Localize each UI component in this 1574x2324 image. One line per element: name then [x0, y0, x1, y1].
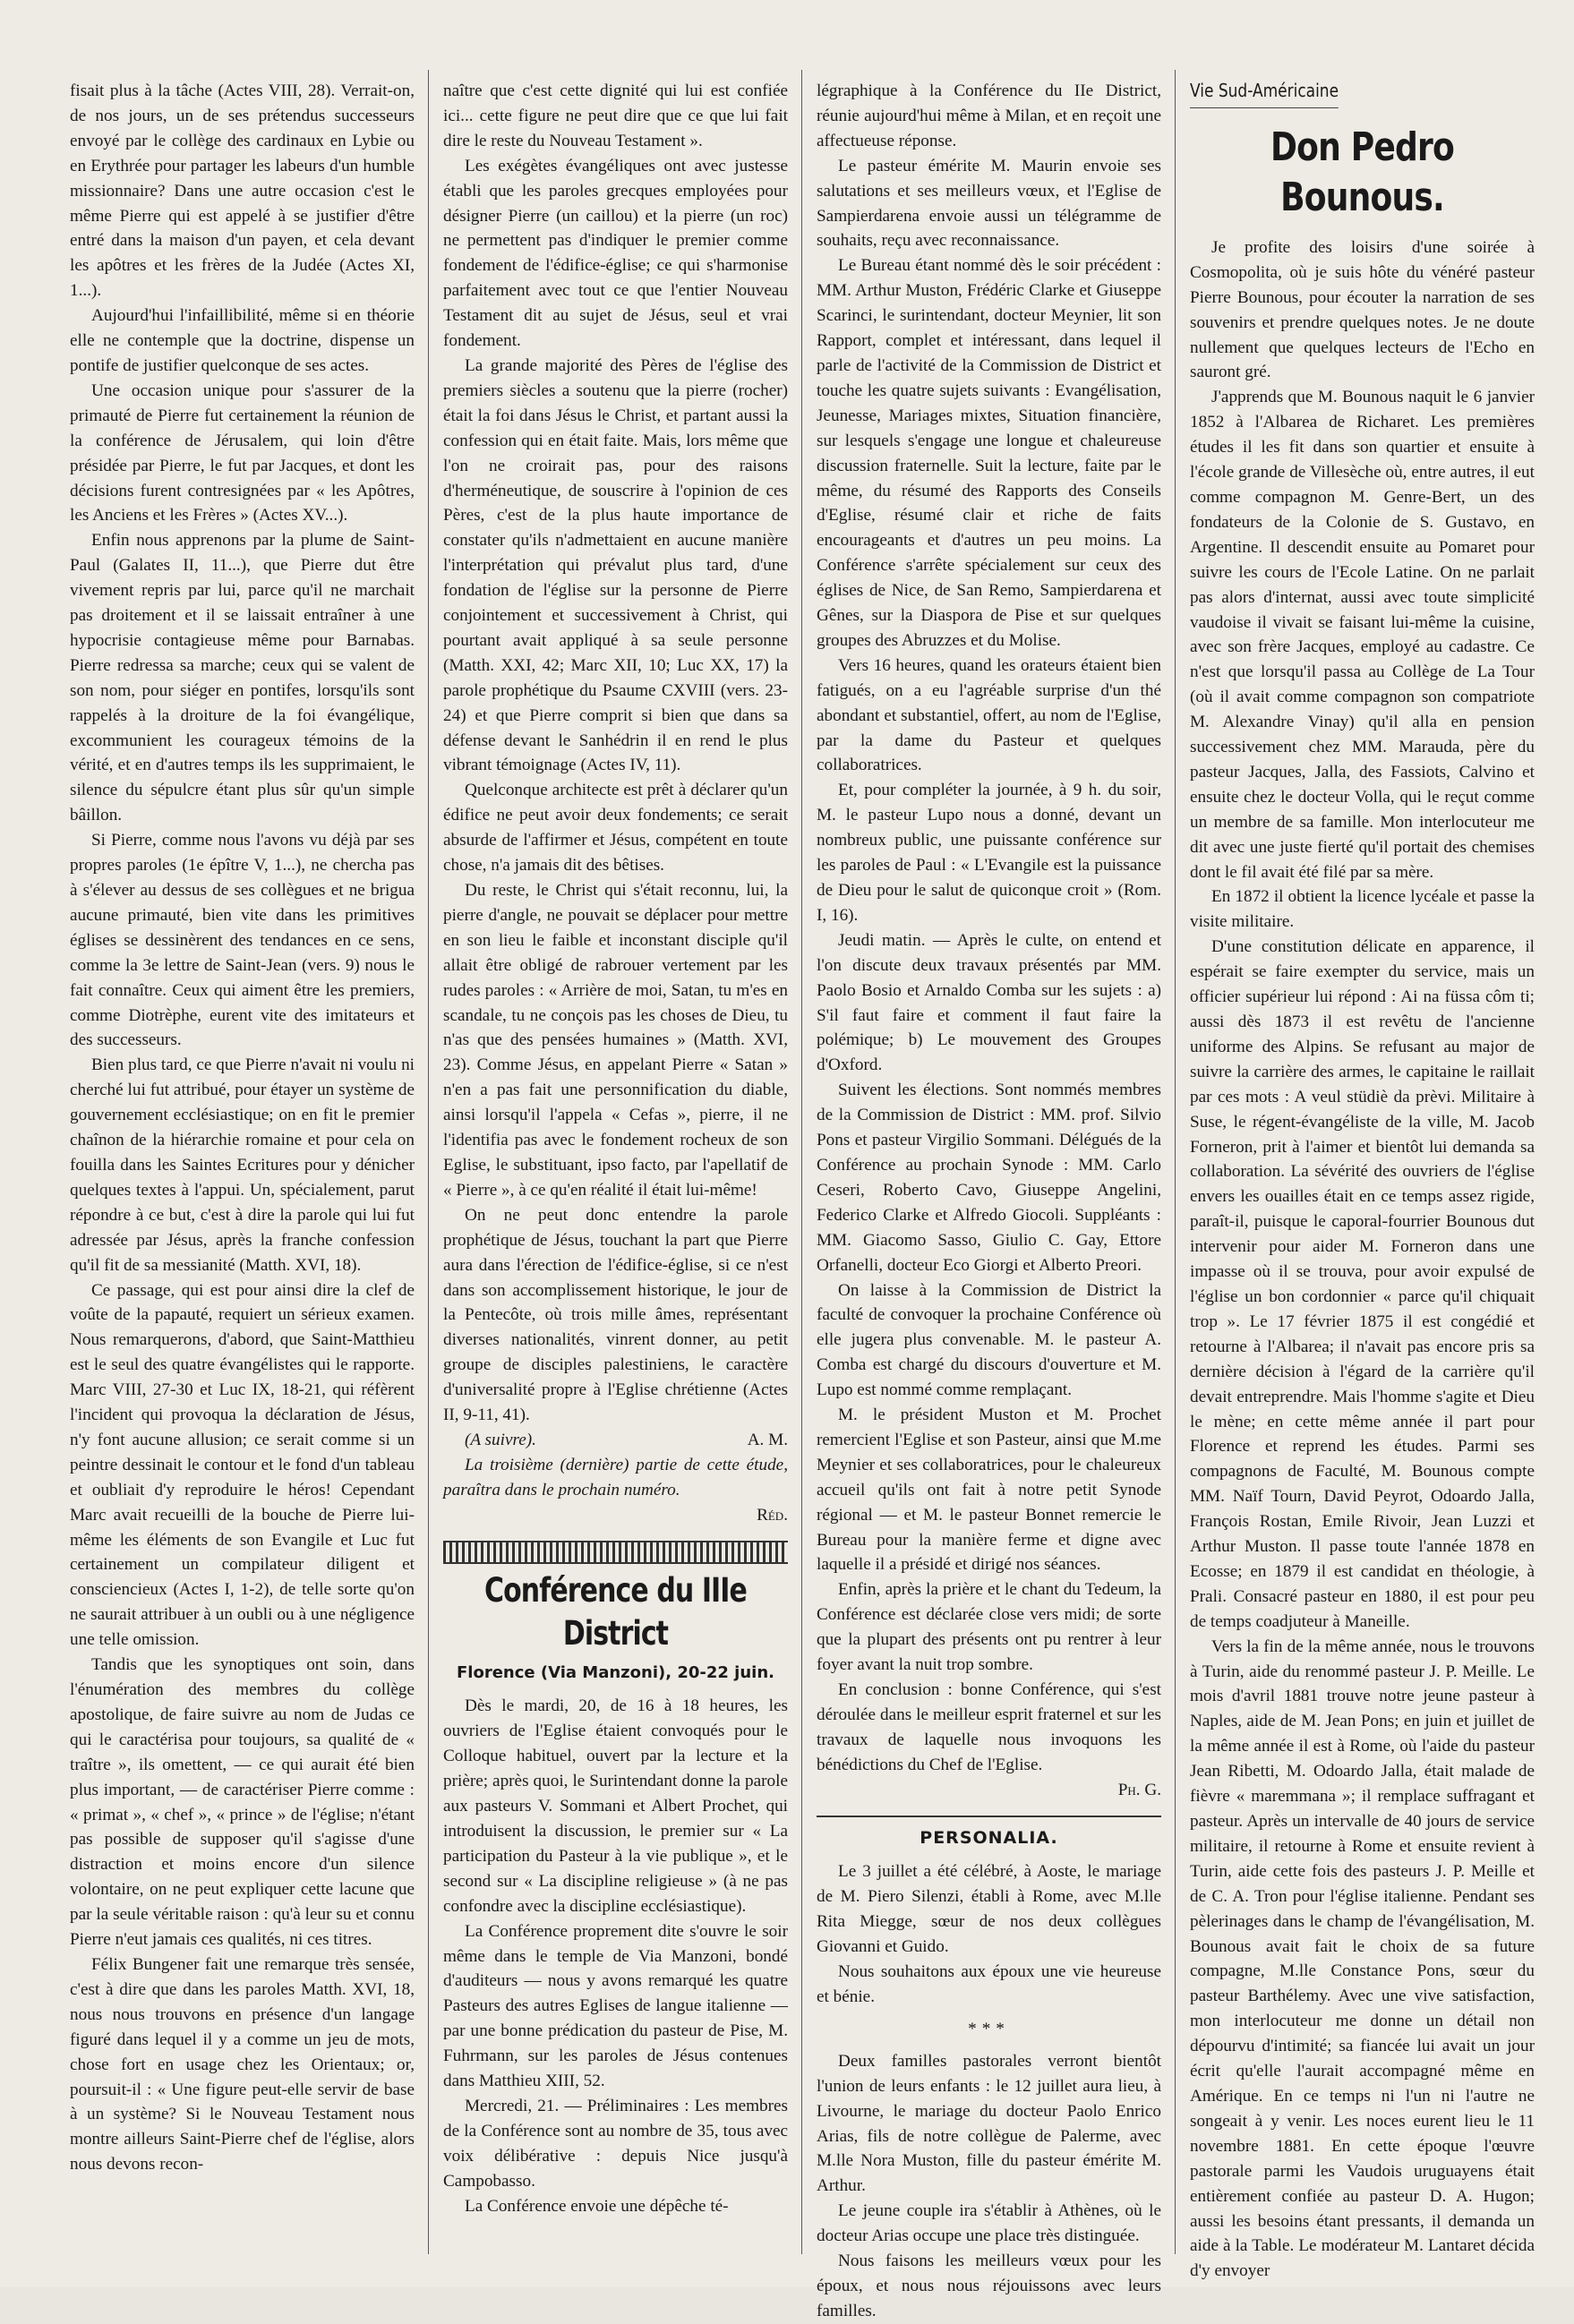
- conference-subhead: Florence (Via Manzoni), 20-22 juin.: [457, 1662, 774, 1682]
- editor-note-signature: Réd.: [757, 1505, 788, 1525]
- column-rule: [428, 70, 429, 2254]
- paragraph: Vers 16 heures, quand les orateurs étaient bien fatigués, on a eu l'agréable surprise d'un thé abondant et substantiel, offert, au nom de l'Eglise, par la dame du Pasteur et quelques collaboratrices.: [817, 655, 1161, 775]
- article-title: Don Pedro Bounous.: [1270, 124, 1454, 220]
- paragraph: Nous souhaitons aux époux une vie heureuse et bénie.: [817, 1962, 1161, 2006]
- paragraph: D'une constitution délicate en apparence, il espérait se faire exempter du service, mais un officier supérieur lui répond : Ai na füssa côm ti; aussi dès 1873 il est revêtu de l'ancienne uniforme des Alpins. Se refusant au major de suivre la carrière des armes, le capitaine le raillait par ces mots : A veul stüdiè da prèvi. Militaire à Suse, le régent-évangéliste de la ville, M. Jacob Forneron, prit à l'aimer et bientôt lui demanda sa collaboration. La sévérité des ouvriers de l'église envers les ouailles était en ce temps assez rigide, paraît-il, puisque le caporal-fourrier Bounous dut intervenir pour aider M. Forneron dans une impasse où il se trouva, pour avoir expulsé de l'église un bon cordonnier « parce qu'il chiquait trop ». Le 17 février 1875 il est congédié et retourne à l'Albarea; il n'avait pas encore pris sa dernière décision à l'égard de la carrière qu'il devait entreprendre. Mais l'homme s'agite et Dieu le mène; en cette même année il part pour Florence et reprend les études. Parmi ses compagnons de Faculté, M. Bounous compte MM. Naïf Tourn, David Peyrot, Odoardo Jalla, François Rostan, Emile Rivoir, Jean Luzzi et Arthur Muston. Il passe toute l'année 1878 en Ecosse; en 1879 il est candidat en théologie, à Prali. Consacré pasteur en 1880, il est pour peu de temps coadjuteur à Maneille.: [1190, 937, 1535, 1631]
- paragraph: Une occasion unique pour s'assurer de la primauté de Pierre fut certainement la réunion de la conférence de Jérusalem, qui loin d'être présidée par Pierre, le fut par Jacques, et dont les décisions furent contresignées par « les Apôtres, les Anciens et les Frères » (Actes XV...).: [70, 380, 415, 525]
- paragraph: Le pasteur émérite M. Maurin envoie ses salutations et ses meilleurs vœux, et l'Eglise de Sampierdarena envoie aussi un télégramme de souhaits, reçu avec reconnaissance.: [817, 156, 1161, 251]
- to-be-continued: (A suivre).: [465, 1430, 536, 1449]
- paragraph: fisait plus à la tâche (Actes VIII, 28). Verrait-on, de nos jours, un de ses prétendus successeurs envoyé par le collège des cardinaux en Lybie ou en Erythrée pour partager les labeurs d'un humble missionnaire? Dans une autre occasion c'est le même Pierre qui est appelé à se justifier d'être entré dans la maison d'un payen, et cela devant les apôtres et les frères de la Judée (Actes XI, 1...).: [70, 81, 415, 301]
- paragraph: On laisse à la Commission de District la faculté de convoquer la prochaine Conférence où elle jugera plus convenable. M. le pasteur A. Comba est chargé du discours d'ouverture et M. Lupo est nommé comme remplaçant.: [817, 1280, 1161, 1400]
- paragraph: Bien plus tard, ce que Pierre n'avait ni voulu ni cherché lui fut attribué, pour étayer un système de gouvernement ecclésiastique; on en fit le premier chaînon de la hiérarchie romaine et pour cela on fouilla dans les Saintes Ecritures pour y dénicher quelques textes à l'appui. Un, spécialement, parut répondre à ce but, c'est à dire la parole qui lui fut adressée par Jésus, après la franche confession qu'il fit de sa messianité (Matth. XVI, 18).: [70, 1055, 415, 1275]
- article-footer: [443, 1428, 788, 1453]
- paragraph: Suivent les élections. Sont nommés membres de la Commission de District : MM. prof. Silvio Pons et pasteur Virgilio Sommani. Délégués de la Conférence au prochain Synode : MM. Carlo Ceseri, Roberto Cavo, Giuseppe Angelini, Federico Clarke et Alfredo Giocoli. Suppléants : MM. Giacomo Sasso, Giulio C. Gay, Ettore Orfanelli, docteur Eco Giorgi et Alberto Preori.: [817, 1081, 1161, 1275]
- column-rule: [801, 70, 802, 2254]
- paragraph: légraphique à la Conférence du IIe District, réunie aujourd'hui même à Milan, et en reçoit une affectueuse réponse.: [817, 81, 1161, 150]
- paragraph: Nous faisons les meilleurs vœux pour les époux, et nous nous réjouissons avec leurs familles.: [817, 2251, 1161, 2320]
- paragraph: En 1872 il obtient la licence lycéale et passe la visite militaire.: [1190, 887, 1535, 932]
- paragraph: Félix Bungener fait une remarque très sensée, c'est à dire que dans les paroles Matth. XVI, 18, nous nous trouvons en présence d'un langage figuré dans lequel il y a comme un jeu de mots, chose fort en usage chez les Orientaux; or, poursuit-il : « Une figure peut-elle servir de base à un système? Si le Nouveau Testament nous montre ailleurs Saint-Pierre chef de l'église, alors nous devons recon-: [70, 1954, 415, 2174]
- paragraph: M. le président Muston et M. Prochet remercient l'Eglise et son Pasteur, ainsi que M.me Meynier et ses collaboratrices, pour le chaleureux accueil qu'ils ont fait à notre petit Synode régional — et M. le pasteur Bonnet remercie le Bureau pour la manière ferme et digne avec laquelle il a présidé et dirigé nos séances.: [817, 1406, 1161, 1575]
- section-divider: [817, 1816, 1161, 1817]
- paragraph: Mercredi, 21. — Préliminaires : Les membres de la Conférence sont au nombre de 35, tous avec voix délibérative : depuis Nice jusqu'à Campobasso.: [443, 2096, 788, 2191]
- paragraph: Et, pour compléter la journée, à 9 h. du soir, M. le pasteur Lupo nous a donné, devant un nombreux public, une puissante conférence sur les paroles de Paul : « L'Evangile est la puissance de Dieu pour le salut de quiconque croit » (Rom. I, 16).: [817, 781, 1161, 925]
- separator-stars: ***: [968, 2019, 1010, 2038]
- author-signature: Ph. G.: [1117, 1780, 1161, 1799]
- paragraph: Les exégètes évangéliques ont avec justesse établi que les paroles grecques employées pour désigner Pierre (un caillou) et la pierre (un roc) ne permettent pas d'indiquer le premier comme fondement de l'édifice-église; ce qui s'harmonise parfaitement avec tout ce que l'entier Nouveau Testament dit au sujet de Jésus, seul et vrai fondement.: [443, 156, 788, 351]
- paragraph: Dès le mardi, 20, de 16 à 18 heures, les ouvriers de l'Eglise étaient convoqués pour le Colloque habituel, ouvert par la lecture et la prière; après quoi, le Surintendant donne la parole aux pasteurs V. Sommani et Albert Prochet, qui introduisent la discussion, le premier sur « La participation du Pasteur à la vie publique », et le second sur « La discipline religieuse » (à ne pas confondre avec la discipline ecclésiastique).: [443, 1696, 788, 1916]
- paragraph: Je profite des loisirs d'une soirée à Cosmopolita, où je suis hôte du vénéré pasteur Pierre Bounous, pour écouter la narration de ses souvenirs et prendre quelques notes. Je ne doute nullement que quelques lecteurs de l'Echo en sauront gré.: [1190, 237, 1535, 382]
- column-1: [70, 79, 415, 2177]
- paragraph: Jeudi matin. — Après le culte, on entend et l'on discute deux travaux présentés par MM. Paolo Bosio et Arnaldo Comba sur les sujets : a) S'il faut faire et comment il faut faire la polémique; b) Le mouvement des Groupes d'Oxford.: [817, 930, 1161, 1075]
- section-kicker: Vie Sud-Américaine: [1190, 79, 1339, 108]
- paragraph: Quelconque architecte est prêt à déclarer qu'un édifice ne peut avoir deux fondements; ce serait absurde de l'affirmer et Jésus, compétent en toute chose, n'a jamais dit des bêtises.: [443, 781, 788, 876]
- personalia-heading: PERSONALIA.: [920, 1827, 1058, 1848]
- paragraph: La grande majorité des Pères de l'église des premiers siècles a soutenu que la pierre (rocher) était la foi dans Jésus le Christ, et partant aussi la confession qui en était faite. Mais, lors même que l'on ne croirait pas, pour des raisons d'herméneutique, de souscrire à l'opinion de ces Pères, c'est de la plus haute importance de constater qu'ils n'admettaient en aucune manière l'interprétation qui prévalut plus tard, d'une fondation de l'église sur la personne de Pierre conjointement et successivement à Christ, qui pourtant avait appliqué à sa seule personne (Matth. XXI, 42; Marc XII, 10; Luc XX, 17) la parole prophétique du Psaume CXVIII (vers. 23-24) et que Pierre comprit si bien que dans sa défense devant le Sanhédrin il en rend le plus vibrant témoignage (Actes IV, 11).: [443, 355, 788, 775]
- editor-note: La troisième (dernière) partie de cette étude, paraîtra dans le prochain numéro.: [443, 1455, 788, 1499]
- paragraph: On ne peut donc entendre la parole prophétique de Jésus, touchant la part que Pierre aura dans l'érection de l'édifice-église, si ce n'est dans son accomplissement historique, le jour de la Pentecôte, où trois mille âmes, représentant diverses nationalités, vinrent donner, au petit groupe de disciples palestiniens, le caractère d'universalité propre à l'Eglise chrétienne (Actes II, 9-11, 41).: [443, 1205, 788, 1425]
- paragraph: Le Bureau étant nommé dès le soir précédent : MM. Arthur Muston, Frédéric Clarke et Giuseppe Scarinci, le surintendant, docteur Meynier, lit son Rapport, complet et intéressant, dans lequel il parle de l'activité de la Commission de District et touche les quatre sujets suivants : Evangélisation, Jeunesse, Mariages mixtes, Situation financière, sur lesquels s'engage une longue et chaleureuse discussion fraternelle. Suit la lecture, faite par le même, du résumé des Rapports des Conseils d'Eglise, résumé clair et riche de faits encourageants et d'autres un peu moins. La Conférence s'arrête spécialement sur ceux des églises de Nice, de San Remo, Sampierdarena et Gênes, sur la Diaspora de Pise et sur quelques groupes des Abruzzes et du Molise.: [817, 256, 1161, 650]
- conference-headline: Conférence du IIIe District: [484, 1570, 747, 1653]
- paragraph: J'apprends que M. Bounous naquit le 6 janvier 1852 à l'Albarea de Richaret. Les premières études il les fit dans son quartier et ensuite à l'école grande de Villesèche où, entre autres, il eut comme compagnon M. Genre-Bert, un des fondateurs de la Colonie de S. Gustavo, en Argentine. Il descendit ensuite au Pomaret pour suivre les cours de l'Ecole Latine. On ne parlait pas alors d'internat, aussi avec toute simplicité vaudoise il vivait se faisant lui-même la cuisine, avec son frère Jacques, employé au cadastre. Ce n'est que lorsqu'il passa au Collège de La Tour (où il avait comme compagnon son compatriote M. Alexandre Vinay) qu'il alla en pension successivement chez MM. Marauda, père du pasteur Jacques, Jalla, des Fassiots, Calvino et ensuite chez le docteur Volla, qui le reçut comme un membre de sa famille. Mon interlocuteur me dit avec une juste fierté qu'il portait des chemises dont le fil avait été filé par sa mère.: [1190, 388, 1535, 882]
- paragraph: Enfin nous apprenons par la plume de Saint-Paul (Galates II, 11...), que Pierre dut être vivement repris par lui, parce qu'il ne marchait pas droitement et il se laissait entraîner à une hypocrisie contagieuse même pour Barnabas. Pierre redressa sa marche; ceux qui se valent de son nom, pour siéger en pontifes, lorsqu'ils sont rappelés à la droiture de la foi évangélique, excommunient les courageux témoins de la vérité, et en d'autres temps ils les supprimaient, le silence du sépulcre étant plus sûr qu'un simple bâillon.: [70, 531, 415, 825]
- column-4: [1190, 79, 1535, 2284]
- paragraph: Du reste, le Christ qui s'était reconnu, lui, la pierre d'angle, ne pouvait se déplacer pour mettre en son lieu le faible et inconstant disciple qu'il allait être obligé de rabrouer vertement par les rudes paroles : « Arrière de moi, Satan, tu m'es en scandale, tu ne conçois pas les choses de Dieu, tu n'as que des pensées humaines » (Matth. XVI, 23). Comme Jésus, en appelant Pierre « Satan » n'en a pas fait une personnification du diable, ainsi lorsqu'il l'appela « Cefas », pierre, il ne l'identifia pas avec le fondement rocheux de son Eglise, le substituant, ipso facto, par l'apellatif de « Pierre », à ce qu'en réalité il était lui-même!: [443, 881, 788, 1200]
- column-rule: [1175, 70, 1176, 2254]
- paragraph: Le jeune couple ira s'établir à Athènes, où le docteur Arias occupe une place très distinguée.: [817, 2201, 1161, 2246]
- paragraph: Aujourd'hui l'infaillibilité, même si en théorie elle ne contemple que la doctrine, dispense un pontife de justifier quelconque de ses actes.: [70, 306, 415, 375]
- paragraph: Ce passage, qui est pour ainsi dire la clef de voûte de la papauté, requiert un sérieux examen. Nous remarquerons, d'abord, que Saint-Matthieu est le seul des quatre évangélistes qui le rapporte. Marc VIII, 27-30 et Luc IX, 18-21, qui réfèrent l'incident qui provoqua la déclaration de Jésus, n'y font aucune allusion; ce serait comme si un peintre dessinait le contour et le fond d'un tableau et oubliait d'y reproduire le héros! Cependant Marc avait recueilli de la bouche de Pierre lui-même les éléments de son Evangile et Luc fut certainement un compilateur diligent et consciencieux (Actes I, 1-2), de telle sorte qu'on ne saurait attribuer à un oubli ou à une négligence une telle omission.: [70, 1280, 415, 1650]
- paragraph: Vers la fin de la même année, nous le trouvons à Turin, aide du renommé pasteur J. P. Meille. Le mois d'avril 1881 trouve notre jeune pasteur à Naples, aide de M. Jean Pons; en juin et juillet de la même année il est à Rome, où l'aide du pasteur Jean Ribetti, M. Odoardo Jalla, était malade de fièvre « maremmana »; il remplace suffragant et pasteur. Après un intervalle de 40 jours de service militaire, il retourne à Rome et ensuite revient à Turin, aide cette fois des pasteurs J. P. Meille et de C. A. Tron pour l'église italienne. Pendant ses pèlerinages dans le champ de l'évangélisation, M. Bounous avait fait le choix de sa future compagne, M.lle Constance Pons, sœur du pasteur Barthélemy. Avec une vive satisfaction, mon interlocuteur me donne un détail non dépourvu d'intimité; sa fiancée lui avait un jour écrit qu'elle l'aurait accompagné même en Amérique. En ce temps ni l'un ni l'autre ne songeait à y venir. Les noces eurent lieu le 11 novembre 1881. En cette époque l'œuvre pastorale parmi les Vaudois uruguayens était entièrement confiée au pasteur D. A. Hugon; aussi les besoins étant pressants, il demanda un aide à la Table. Le modérateur M. Lantaret décida d'y envoyer: [1190, 1636, 1535, 2281]
- author-signature: A. M.: [747, 1430, 788, 1449]
- paragraph: Deux familles pastorales verront bientôt l'union de leurs enfants : le 12 juillet aura lieu, à Livourne, le mariage du docteur Paolo Enrico Arias, fils de notre collègue de Palerme, avec M.lle Nora Muston, fille du pasteur émérite M. Arthur.: [817, 2051, 1161, 2196]
- paragraph: Le 3 juillet a été célébré, à Aoste, le mariage de M. Piero Silenzi, établi à Rome, avec M.lle Rita Miegge, sœur de nos deux collègues Giovanni et Guido.: [817, 1862, 1161, 1957]
- paragraph: Tandis que les synoptiques ont soin, dans l'énumération des membres du collège apostolique, de faire suivre au nom de Judas ce qui le caractérisa pour toujours, sa qualité de « traître », ils omettent, — ce qui aurait été bien plus important, — de caractériser Pierre comme : « primat », « chef », « prince » de l'église; n'étant pas possible de supposer qu'il s'agisse d'une distraction et moins encore d'un silence volontaire, on ne peut expliquer cette lacune que par la seule véritable raison : qu'à leur su et connu Pierre n'eut jamais ces qualités, ni ces titres.: [70, 1655, 415, 1950]
- paragraph: Si Pierre, comme nous l'avons vu déjà par ses propres paroles (1e épître V, 1...), ne chercha pas à s'élever au dessus de ses collègues et ne brigua aucune primauté, bien vite dans les primitives églises se dessinèrent des tendances en ce sens, comme la 3e lettre de Saint-Jean (vers. 9) nous le fait connaître. Ceux qui aiment être les premiers, comme Diotrèphe, eurent vite des imitateurs et des successeurs.: [70, 831, 415, 1050]
- paragraph: Enfin, après la prière et le chant du Tedeum, la Conférence est déclarée close vers midi; de sorte que la plupart des présents ont pu rentrer à leur foyer avant la nuit trop sombre.: [817, 1580, 1161, 1675]
- paragraph: La Conférence proprement dite s'ouvre le soir même dans le temple de Via Manzoni, bondé d'auditeurs — nous y avons remarqué les quatre Pasteurs des autres Eglises de langue italienne — par une bonne prédication du pasteur de Pise, M. Fuhrmann, sur les paroles de Jésus contenues dans Matthieu XIII, 52.: [443, 1921, 788, 2091]
- ornamental-divider: [443, 1541, 788, 1564]
- paragraph: En conclusion : bonne Conférence, qui s'est déroulée dans le meilleur esprit fraternel et sur les travaux de laquelle nous invoquons les bénédictions du Chef de l'Eglise.: [817, 1680, 1161, 1774]
- column-3: [817, 79, 1161, 2324]
- paragraph: La Conférence envoie une dépêche té-: [465, 2196, 729, 2216]
- column-2: [443, 79, 788, 2219]
- paragraph: naître que c'est cette dignité qui lui est confiée ici... cette figure ne peut dire que ce que lui fait dire le reste du Nouveau Testament ».: [443, 81, 788, 150]
